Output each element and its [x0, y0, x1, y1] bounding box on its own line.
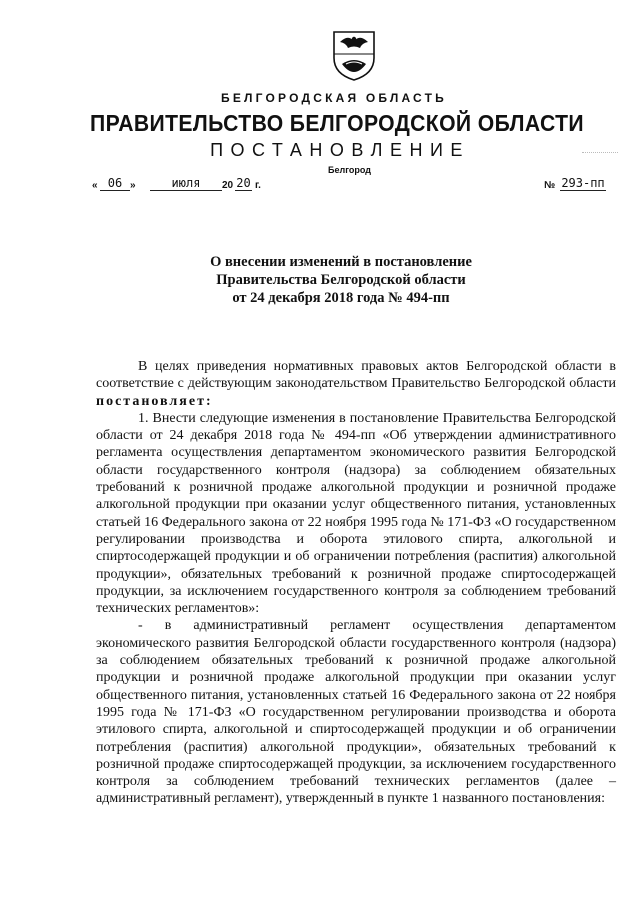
- document-body: [96, 358, 616, 808]
- title-line-1: О внесении изменений в постановление: [210, 254, 472, 270]
- title-line-2: Правительства Белгородской области: [216, 272, 466, 288]
- scan-mark: [582, 152, 618, 161]
- title-line-3: от 24 декабря 2018 года № 494-пп: [232, 290, 450, 306]
- date-year-prefix: 20: [222, 180, 234, 191]
- document-number: 293-пп: [561, 176, 605, 190]
- date-month: июля: [150, 176, 222, 191]
- document-title: [0, 253, 640, 307]
- date-close-quote: »: [130, 180, 136, 191]
- date-year-mark: г.: [255, 180, 261, 191]
- coat-of-arms-icon: [330, 28, 378, 82]
- number-label: №: [544, 180, 556, 191]
- item-1-subparagraph: - в административный регламент осуществления департаментом экономического развития Белгородской области государственного контроля (надзора) за соблюдением обязательных требований к розничной продаже алкогольной продукции и розничной продаже алкогольной продукции при оказании услуг общественного питания, установленных статьей 16 Федерального закона от 22 ноября 1995 года № 171-ФЗ «О государственном регулировании производства и оборота этилового спирта, алкогольной и спиртосодержащей продукции и об ограничении потребления (распития) алкогольной продукции», обязательных требований к розничной продаже спиртосодержащей продукции, за исключением государственного контроля за соблюдением требований технических регламентов (далее – административный регламент), утвержденный в пункте 1 названного постановления:: [96, 618, 616, 807]
- decree-word: постановляет:: [96, 393, 213, 409]
- document-type: ПОСТАНОВЛЕНИЕ: [210, 140, 470, 160]
- city-name: Белгород: [328, 165, 371, 175]
- date-number-row: [92, 176, 612, 196]
- date-day: 06: [100, 176, 130, 191]
- region-name: БЕЛГОРОДСКАЯ ОБЛАСТЬ: [221, 91, 447, 105]
- intro-paragraph: [96, 358, 616, 410]
- item-1-paragraph: 1. Внести следующие изменения в постановление Правительства Белгородской области от 24 декабря 2018 года № 494-пп «Об утверждении административного регламента осуществления департаментом экономического развития Белгородской области государственного контроля (надзора) за соблюдением обязательных требований к розничной продаже алкогольной продукции и розничной продаже алкогольной продукции при оказании услуг общественного питания, установленных статьей 16 Федерального закона от 22 ноября 1995 года № 171-ФЗ «О государственном регулировании производства и оборота этилового спирта, алкогольной и спиртосодержащей продукции и об ограничении потребления (распития) алкогольной продукции», обязательных требований к розничной продаже спиртосодержащей продукции, за исключением государственного контроля за соблюдением требований технических регламентов»:: [96, 410, 616, 617]
- intro-text: В целях приведения нормативных правовых актов Белгородской области в соответствие с действующим законодательством Правительство Белгородской области: [96, 359, 616, 392]
- government-name: ПРАВИТЕЛЬСТВО БЕЛГОРОДСКОЙ ОБЛАСТИ: [90, 110, 584, 136]
- date-year-suffix: 20: [236, 176, 251, 190]
- date-open-quote: «: [92, 180, 98, 191]
